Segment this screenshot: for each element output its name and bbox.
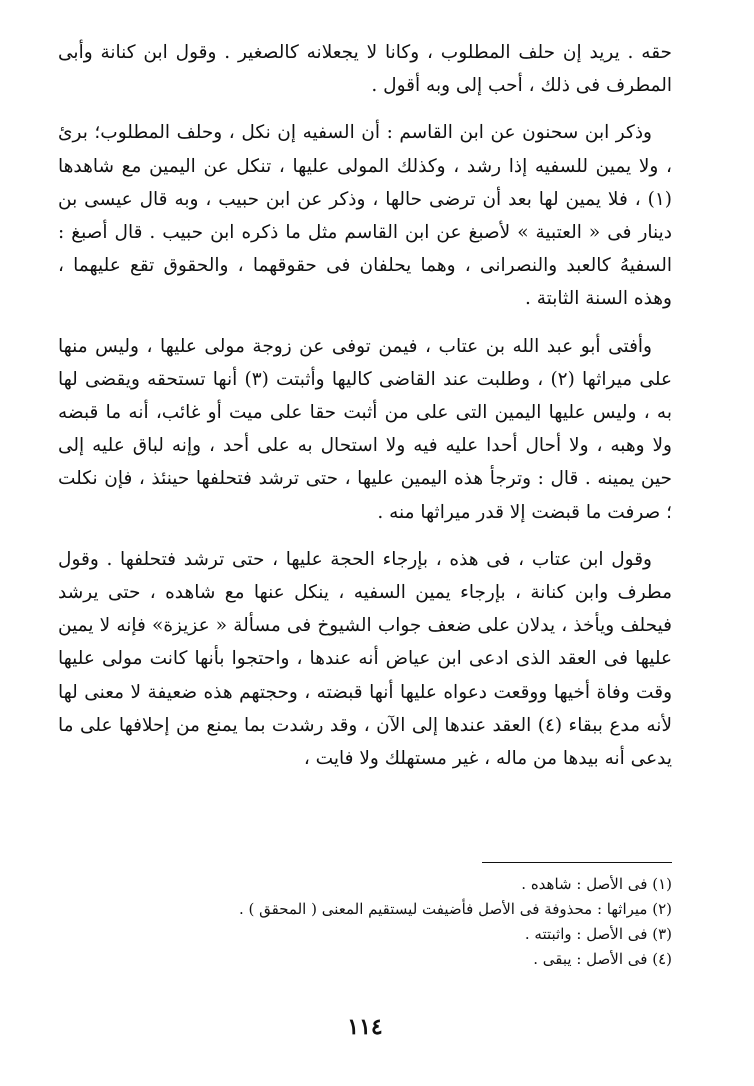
footnote-1: (١) فى الأصل : شاهده . [521, 875, 672, 893]
paragraph-2: وذكر ابن سحنون عن ابن القاسم : أن السفيه إن نكل ، وحلف المطلوب؛ برئ ، ولا يمين للسفيه إذا رشد ، وكذلك المولى عليها ، تنكل عن اليمين مع شاهدها (١) ، فلا يمين لها بعد أن ترضى حالها ، وذكر عن ابن حبيب ، وبه قال عيسى بن دينار فى « العتبية » لأصبغ عن ابن القاسم مثل ما ذكره ابن حبيب . قال أصبغ : السفيهُ كالعبد والنصرانى ، وهما يحلفان فى حقوقهما ، والحقوق تقع عليهما ، وهذه السنة الثابتة . [58, 122, 672, 310]
page-number: ١١٤ [347, 1014, 383, 1040]
paragraph-1: حقه . يريد إن حلف المطلوب ، وكانا لا يجعلانه كالصغير . وقول ابن كنانة وأبى المطرف فى ذلك ، أحب إلى وبه أقول . [58, 42, 672, 97]
footnote-4: (٤) فى الأصل : يبقى . [533, 950, 672, 968]
footnote-divider [482, 862, 672, 863]
document-page [58, 36, 672, 1046]
footnotes [58, 872, 672, 972]
footnote-2: (٢) ميراثها : محذوفة فى الأصل فأضيفت ليستقيم المعنى ( المحقق ) . [238, 900, 672, 918]
paragraph-3: وأفتى أبو عبد الله بن عتاب ، فيمن توفى عن زوجة مولى عليها ، وليس منها على ميراثها (٢) ، وطلبت عند القاضى كاليها وأثبتت (٣) أنها تستحقه ويقضى لها به ، وليس عليها اليمين التى على من أثبت حقا على ميت أو غائب، أنه ما قبضه ولا وهبه ، ولا أحال أحدا عليه فيه ولا استحال به على أحد ، وإنه لباق عليه إلى حين يمينه . قال : وترجأ هذه اليمين عليها ، حتى ترشد فتحلفها حينئذ ، فإن نكلت ؛ صرفت ما قبضت إلا قدر ميراثها منه . [58, 335, 672, 523]
footnote-3: (٣) فى الأصل : واثبتته . [524, 925, 672, 943]
paragraph-4: وقول ابن عتاب ، فى هذه ، بإرجاء الحجة عليها ، حتى ترشد فتحلفها . وقول مطرف وابن كنانة ، بإرجاء يمين السفيه ، ينكل عنها مع شاهده ، حتى يرشد فيحلف ويأخذ ، يدلان على ضعف جواب الشيوخ فى مسألة « عزيزة» فإنه لا يمين عليها فى العقد الذى ادعى ابن عياض أنه عندها ، واحتجوا بأنها كانت مولى عليها وقت وفاة أخيها ووقعت دعواه عليها أنها قبضته ، وحجتهم هذه ضعيفة لا معنى لها لأنه مدع ببقاء (٤) العقد عندها إلى الآن ، وقد رشدت بما يمنع من إحلافها على ما يدعى أنه بيدها من ماله ، غير مستهلك ولا فايت ، [58, 548, 673, 770]
